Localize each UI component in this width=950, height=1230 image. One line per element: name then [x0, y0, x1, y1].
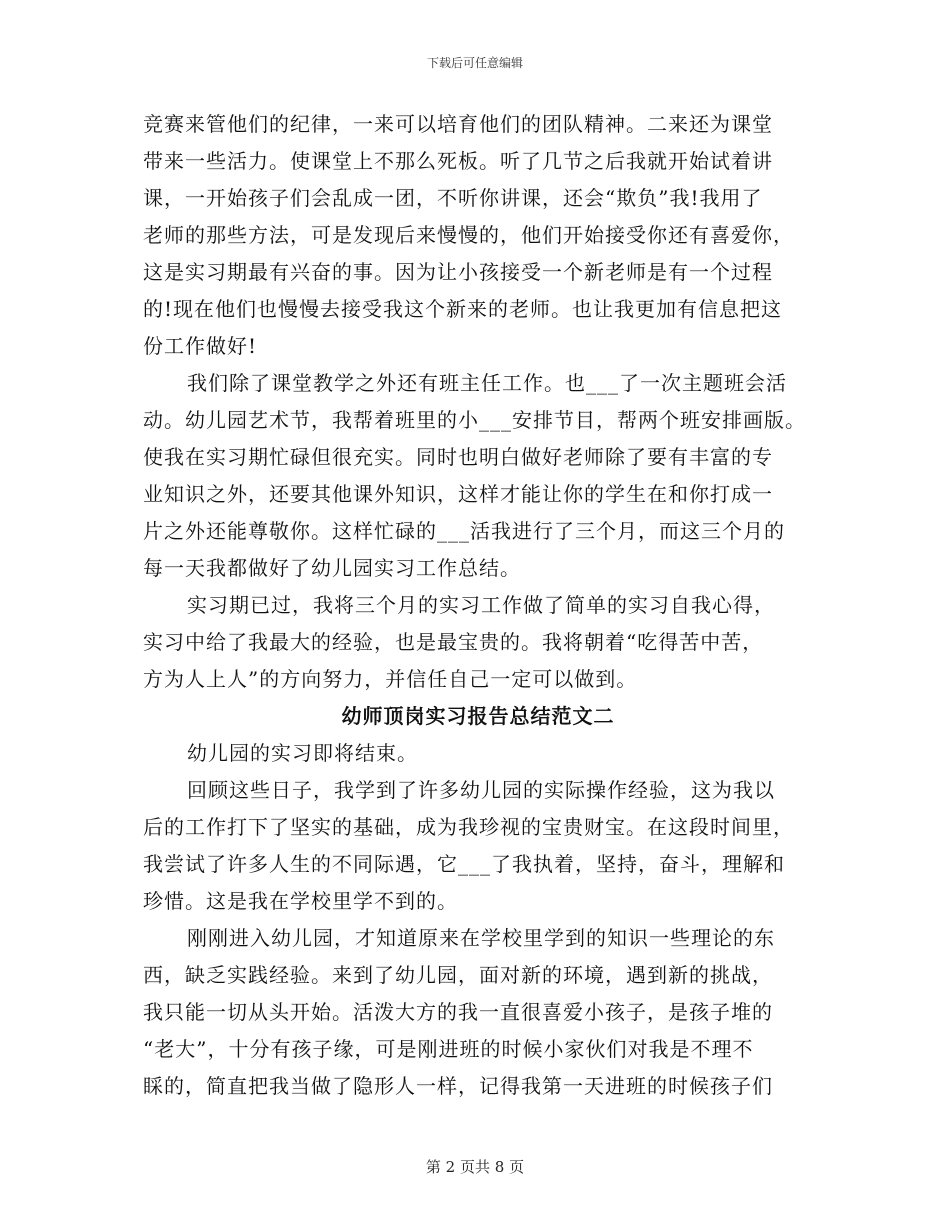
text-line: 方为人上人”的方向努力，并信任自己一定可以做到。	[143, 667, 638, 691]
text-line: 幼儿园的实习即将结束。	[187, 741, 418, 765]
text-line: 使我在实习期忙碌但很充实。同时也明白做好老师除了要有丰富的专	[143, 445, 773, 469]
text-line: 后的工作打下了坚实的基础，成为我珍视的宝贵财宝。在这段时间里，	[143, 815, 794, 839]
text-line: 我们除了课堂教学之外还有班主任工作。也___了一次主题班会活	[187, 371, 787, 395]
text-line: 我尝试了许多人生的不同际遇，它___了我执着，坚持，奋斗，理解和	[143, 852, 785, 876]
text-line: 实习期已过，我将三个月的实习工作做了简单的实习自我心得，	[187, 593, 775, 617]
section-title: 幼师顶岗实习报告总结范文二	[341, 704, 615, 728]
text-line: 这是实习期最有兴奋的事。因为让小孩接受一个新老师是有一个过程	[143, 260, 773, 284]
text-line: 动。幼儿园艺术节，我帮着班里的小___安排节目，帮两个班安排画版。	[143, 408, 806, 432]
text-line: “老大”，十分有孩子缘，可是刚进班的时候小家伙们对我是不理不	[143, 1037, 754, 1061]
text-line: 的!现在他们也慢慢去接受我这个新来的老师。也让我更加有信息把这	[143, 297, 783, 321]
page-footer: 第 2 页共 8 页	[425, 1158, 525, 1176]
page-header: 下载后可任意编辑	[426, 56, 523, 70]
text-line: 老师的那些方法，可是发现后来慢慢的，他们开始接受你还有喜爱你，	[143, 223, 794, 247]
text-line: 睬的，简直把我当做了隐形人一样，记得我第一天进班的时候孩子们	[143, 1074, 773, 1098]
text-line: 竞赛来管他们的纪律，一来可以培育他们的团队精神。二来还为课堂	[143, 112, 773, 136]
text-line: 每一天我都做好了幼儿园实习工作总结。	[143, 556, 521, 580]
text-line: 西，缺乏实践经验。来到了幼儿园，面对新的环境，遇到新的挑战，	[143, 963, 773, 987]
text-line: 片之外还能尊敬你。这样忙碌的___活我进行了三个月，而这三个月的	[143, 519, 785, 543]
text-line: 我只能一切从头开始。活泼大方的我一直很喜爱小孩子，是孩子堆的	[143, 1000, 773, 1024]
text-line: 珍惜。这是我在学校里学不到的。	[143, 889, 458, 913]
text-line: 课，一开始孩子们会乱成一团，不听你讲课，还会“欺负”我!我用了	[143, 186, 763, 210]
text-line: 刚刚进入幼儿园，才知道原来在学校里学到的知识一些理论的东	[187, 926, 775, 950]
document-body	[143, 106, 823, 1105]
text-line: 回顾这些日子，我学到了许多幼儿园的实际操作经验，这为我以	[187, 778, 775, 802]
text-line: 带来一些活力。使课堂上不那么死板。听了几节之后我就开始试着讲	[143, 149, 773, 173]
text-line: 实习中给了我最大的经验，也是最宝贵的。我将朝着“吃得苦中苦，	[143, 630, 764, 654]
text-line: 业知识之外，还要其他课外知识，这样才能让你的学生在和你打成一	[143, 482, 773, 506]
text-line: 份工作做好!	[143, 334, 258, 358]
